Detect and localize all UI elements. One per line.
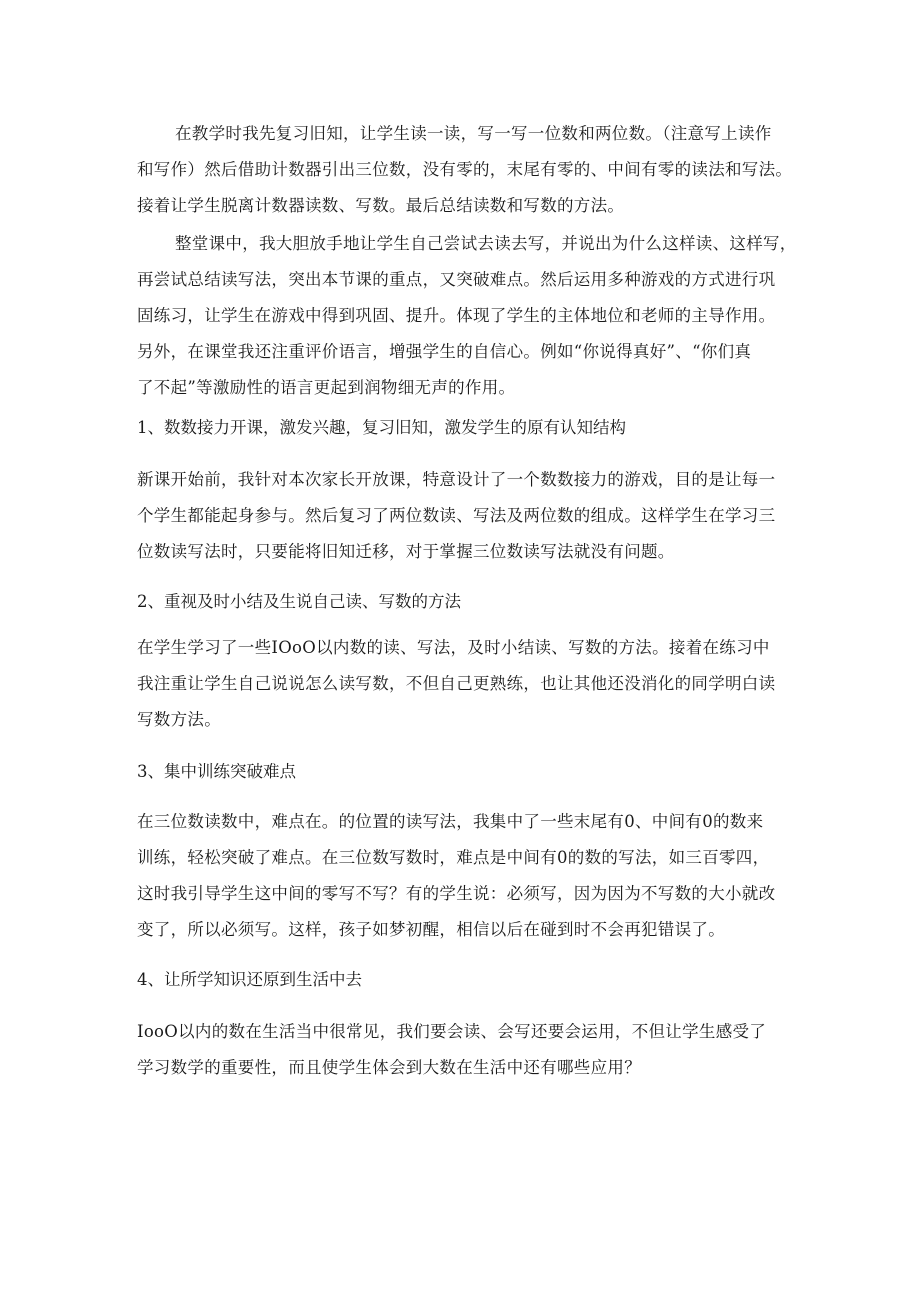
- paragraph-whole-lesson: [137, 226, 797, 406]
- paragraph-section-4: [137, 1014, 792, 1086]
- text-line: 另外，在课堂我还注重评价语言，增强学生的自信心。例如“你说得真好”、“你们真: [137, 342, 752, 361]
- text-line: 这时我引导学生这中间的零写不写？有的学生说：必须写，因为因为不写数的大小就改: [137, 884, 776, 903]
- section-heading-1: 1、数数接力开课，激发兴趣，复习旧知，激发学生的原有认知结构: [137, 418, 626, 437]
- section-heading-3: 3、集中训练突破难点: [137, 762, 296, 781]
- text-line: 和写作）然后借助计数器引出三位数，没有零的，末尾有零的、中间有零的读法和写法。: [137, 160, 793, 179]
- section-heading-2: 2、重视及时小结及生说自己读、写数的方法: [137, 592, 461, 611]
- paragraph-section-1: [137, 462, 792, 570]
- text-line: 在三位数读数中，难点在。的位置的读写法，我集中了一些末尾有0、中间有0的数来: [137, 812, 764, 831]
- text-line: 在教学时我先复习旧知，让学生读一读，写一写一位数和两位数。（注意写上读作: [175, 124, 772, 143]
- text-line: 在学生学习了一些IOoO以内数的读、写法，及时小结读、写数的方法。接着在练习中: [137, 638, 770, 657]
- text-line: 位数读写法时，只要能将旧知迁移，对于掌握三位数读写法就没有问题。: [137, 542, 675, 561]
- section-heading-4: 4、让所学知识还原到生活中去: [137, 970, 362, 989]
- text-line: 写数方法。: [137, 710, 221, 729]
- text-line: 再尝试总结读写法，突出本节课的重点，又突破难点。然后运用多种游戏的方式进行巩: [137, 270, 776, 289]
- text-line: 接着让学生脱离计数器读数、写数。最后总结读数和写数的方法。: [137, 196, 625, 215]
- text-line: 变了，所以必须写。这样，孩子如梦初醒，相信以后在碰到时不会再犯错误了。: [137, 920, 725, 939]
- paragraph-section-3: [137, 804, 792, 948]
- text-line: 个学生都能起身参与。然后复习了两位数读、写法及两位数的组成。这样学生在学习三: [137, 506, 776, 525]
- paragraph-section-2: [137, 630, 792, 738]
- text-line: 固练习，让学生在游戏中得到巩固、提升。体现了学生的主体地位和老师的主导作用。: [137, 306, 776, 325]
- text-line: 了不起”等激励性的语言更起到润物细无声的作用。: [137, 378, 516, 397]
- text-line: 新课开始前，我针对本次家长开放课，特意设计了一个数数接力的游戏，目的是让每一: [137, 470, 776, 489]
- text-line: 训练，轻松突破了难点。在三位数写数时，难点是中间有0的数的写法，如三百零四，: [137, 848, 770, 867]
- text-line: 我注重让学生自己说说怎么读写数，不但自己更熟练，也让其他还没消化的同学明白读: [137, 674, 776, 693]
- text-line: IooO以内的数在生活当中很常见，我们要会读、会写还要会运用，不但让学生感受了: [137, 1022, 767, 1041]
- text-line: 整堂课中，我大胆放手地让学生自己尝试去读去写，并说出为什么这样读、这样写，: [175, 234, 797, 253]
- paragraph-review: [137, 116, 792, 224]
- text-line: 学习数学的重要性，而且使学生体会到大数在生活中还有哪些应用？: [137, 1058, 641, 1077]
